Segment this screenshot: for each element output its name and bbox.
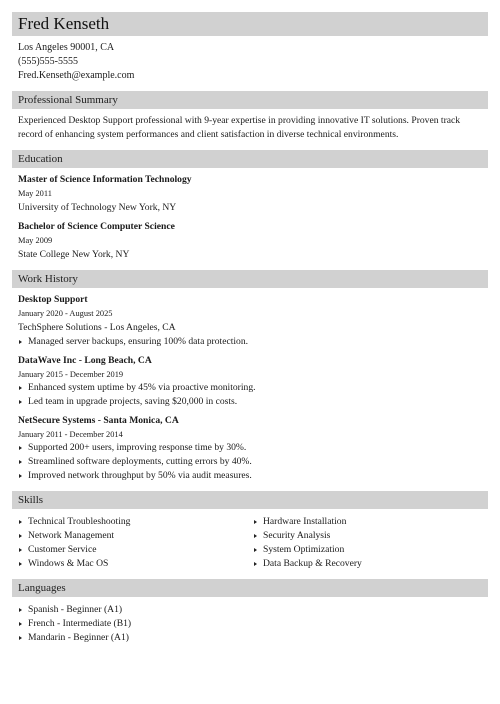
job-bullet: Enhanced system uptime by 45% via proactive monitoring. <box>18 381 488 395</box>
job-title: Desktop Support <box>18 294 88 305</box>
contact-info <box>12 41 488 83</box>
skill-item: Technical Troubleshooting <box>18 515 253 529</box>
summary-title: Professional Summary <box>18 94 118 106</box>
degree-date: May 2011 <box>18 189 52 198</box>
job-bullets <box>18 335 488 349</box>
language-item: Mandarin - Beginner (A1) <box>18 631 488 645</box>
skill-item: Data Backup & Recovery <box>253 557 488 571</box>
languages-list <box>12 603 488 645</box>
skills-column-right <box>253 515 488 571</box>
skill-item: System Optimization <box>253 543 488 557</box>
candidate-name: Fred Kenseth <box>18 14 110 33</box>
job-date: January 2020 - August 2025 <box>18 309 113 318</box>
contact-email: Fred.Kenseth@example.com <box>18 70 135 81</box>
job-date: January 2011 - December 2014 <box>18 430 123 439</box>
skill-item: Network Management <box>18 529 253 543</box>
languages-title: Languages <box>18 582 66 594</box>
skill-item: Security Analysis <box>253 529 488 543</box>
work-title: Work History <box>18 273 78 285</box>
language-item: French - Intermediate (B1) <box>18 617 488 631</box>
degree-date: May 2009 <box>18 236 53 245</box>
job-title: DataWave Inc - Long Beach, CA <box>18 355 152 366</box>
skills-section-header <box>12 491 488 509</box>
contact-address: Los Angeles 90001, CA <box>18 42 115 53</box>
job-company: TechSphere Solutions - Los Angeles, CA <box>18 322 176 333</box>
skills-title: Skills <box>18 494 44 506</box>
summary-text: Experienced Desktop Support professional with 9-year expertise in providing innovative IT solutions. Proven track record of enhancing system performances and client satisfaction in diverse technical environments. <box>18 115 461 140</box>
work-section-header <box>12 270 488 288</box>
job-bullet: Streamlined software deployments, cutting errors by 40%. <box>18 455 488 469</box>
education-list <box>12 173 488 262</box>
work-list <box>12 293 488 483</box>
degree-school: State College New York, NY <box>18 249 130 260</box>
skill-item: Hardware Installation <box>253 515 488 529</box>
job-item <box>18 293 488 349</box>
education-item <box>18 220 488 262</box>
job-bullet: Led team in upgrade projects, saving $20,000 in costs. <box>18 395 488 409</box>
degree-school: University of Technology New York, NY <box>18 202 177 213</box>
language-item: Spanish - Beginner (A1) <box>18 603 488 617</box>
skill-item: Windows & Mac OS <box>18 557 253 571</box>
skills-list <box>12 515 488 571</box>
job-bullet: Managed server backups, ensuring 100% data protection. <box>18 335 488 349</box>
job-bullet: Improved network throughput by 50% via audit measures. <box>18 469 488 483</box>
summary-section-header <box>12 91 488 109</box>
job-bullet: Supported 200+ users, improving response time by 30%. <box>18 441 488 455</box>
languages-section-header <box>12 579 488 597</box>
job-bullets <box>18 381 488 409</box>
degree-name: Master of Science Information Technology <box>18 174 192 185</box>
education-section-header <box>12 150 488 168</box>
job-date: January 2015 - December 2019 <box>18 370 124 379</box>
job-title: NetSecure Systems - Santa Monica, CA <box>18 415 179 426</box>
skill-item: Customer Service <box>18 543 253 557</box>
languages-bullets <box>18 603 488 645</box>
degree-name: Bachelor of Science Computer Science <box>18 221 175 232</box>
resume-page <box>12 12 488 645</box>
skills-column-left <box>18 515 253 571</box>
education-item <box>18 173 488 215</box>
education-title: Education <box>18 153 63 165</box>
contact-phone: (555)555-5555 <box>18 56 78 67</box>
job-bullets <box>18 441 488 483</box>
job-item <box>18 414 488 483</box>
name-header <box>12 12 488 36</box>
job-item <box>18 354 488 409</box>
